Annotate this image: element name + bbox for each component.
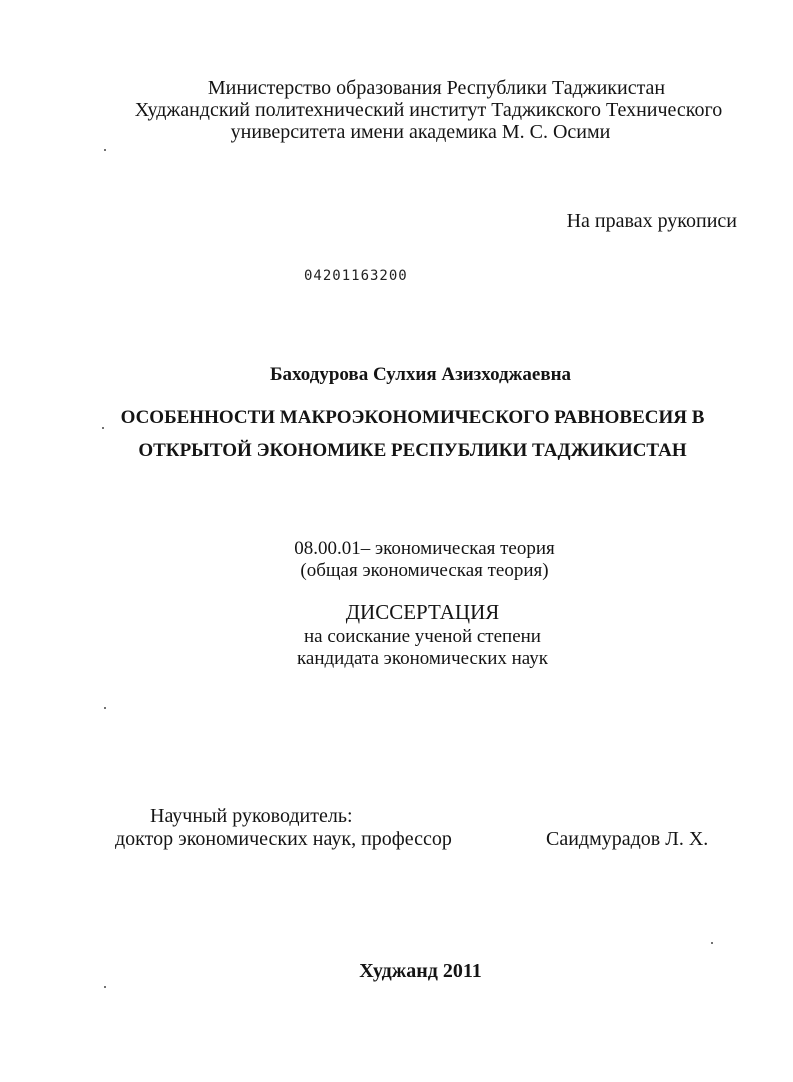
supervisor-rank: доктор экономических наук, профессор [115,828,452,850]
rights-note: На правах рукописи [566,210,737,232]
author-name: Баходурова Сулхия Азизходжаевна [269,364,572,385]
institute-line: Худжандский политехнический институт Таджикского Технического [134,99,723,121]
scan-speck [102,427,104,429]
scan-speck [104,149,106,151]
ministry-line: Министерство образования Республики Таджикистан [207,77,666,99]
specialty-name: (общая экономическая теория) [300,560,549,581]
supervisor-name: Саидмурадов Л. Х. [546,828,709,850]
city-year: Худжанд 2011 [359,960,482,982]
degree-line-1: на соискание ученой степени [304,626,541,647]
supervisor-label: Научный руководитель: [150,805,353,827]
scan-speck [104,707,106,709]
catalog-code: 04201163200 [304,268,408,284]
dissertation-title-line-2: ОТКРЫТОЙ ЭКОНОМИКЕ РЕСПУБЛИКИ ТАДЖИКИСТАН [138,440,687,461]
degree-line-2: кандидата экономических наук [296,648,549,669]
scan-speck [104,986,106,988]
document-type: ДИССЕРТАЦИЯ [345,600,500,624]
specialty-code: 08.00.01– экономическая теория [294,538,555,559]
dissertation-title-line-1: ОСОБЕННОСТИ МАКРОЭКОНОМИЧЕСКОГО РАВНОВЕСИЯ В [120,407,705,428]
university-line: университета имени академика М. С. Осими [230,121,611,143]
scan-speck [711,942,713,944]
